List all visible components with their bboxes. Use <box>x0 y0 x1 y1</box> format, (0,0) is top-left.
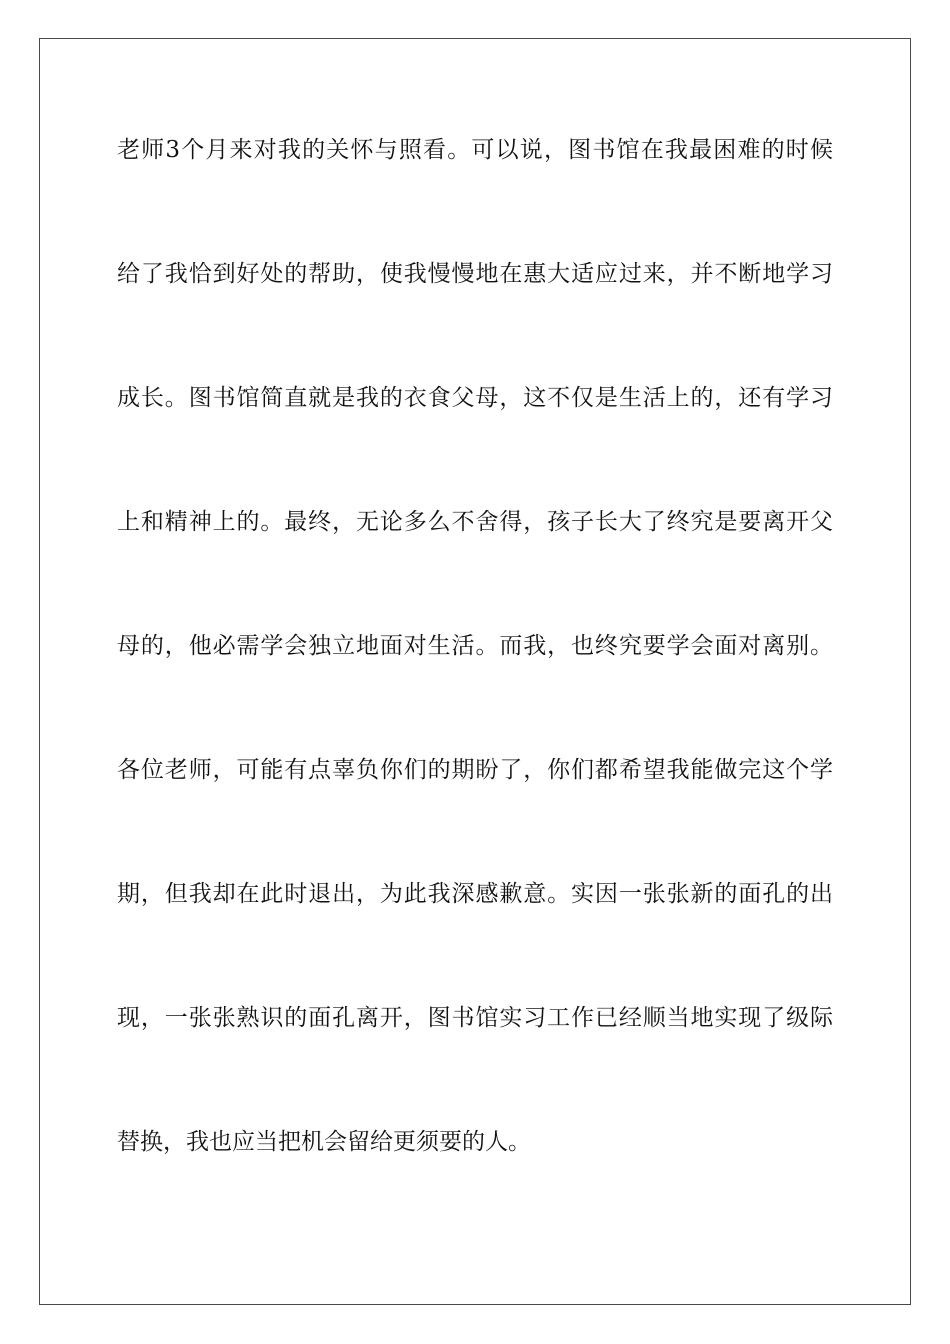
paragraph-line-6: 各位老师，可能有点辜负你们的期盼了，你们都希望我能做完这个学 <box>117 757 833 783</box>
page-border <box>39 38 911 1305</box>
paragraph-line-8: 现，一张张熟识的面孔离开，图书馆实习工作已经顺当地实现了级际 <box>117 1005 833 1031</box>
paragraph-line-4: 上和精神上的。最终，无论多么不舍得，孩子长大了终究是要离开父 <box>117 509 833 535</box>
paragraph-line-5: 母的，他必需学会独立地面对生活。而我，也终究要学会面对离别。 <box>117 633 833 659</box>
paragraph-line-9: 替换，我也应当把机会留给更须要的人。 <box>117 1129 531 1155</box>
paragraph-line-2: 给了我恰到好处的帮助，使我慢慢地在惠大适应过来，并不断地学习 <box>117 261 833 287</box>
paragraph-line-7: 期，但我却在此时退出，为此我深感歉意。实因一张张新的面孔的出 <box>117 881 833 907</box>
paragraph-line-3: 成长。图书馆简直就是我的衣食父母，这不仅是生活上的，还有学习 <box>117 385 833 411</box>
paragraph-line-1: 老师3个月来对我的关怀与照看。可以说，图书馆在我最困难的时候 <box>117 137 833 163</box>
